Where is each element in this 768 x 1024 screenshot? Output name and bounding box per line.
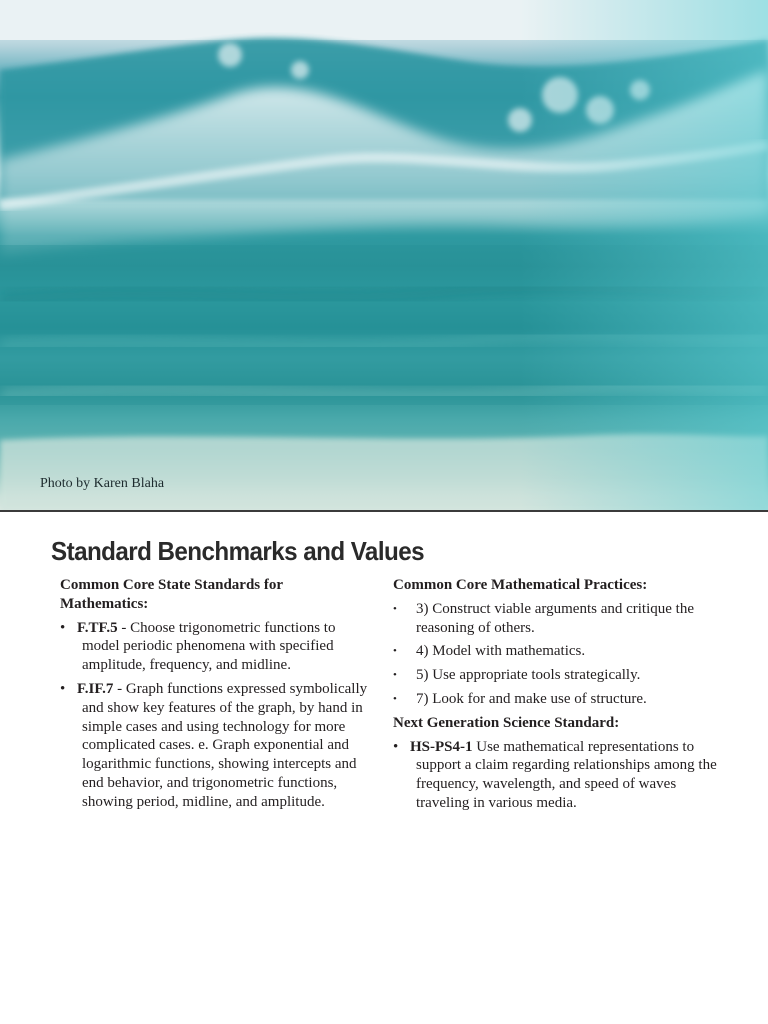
bullet-icon: •: [60, 680, 66, 697]
ngss-heading: Next Generation Science Standard:: [393, 714, 620, 731]
practice-number: 4): [416, 643, 429, 660]
photo-credit: Photo by Karen Blaha: [40, 476, 165, 491]
practices-list: [393, 600, 723, 709]
ngss-list: [393, 738, 723, 813]
list-item: [393, 600, 723, 638]
practices-column: [393, 576, 723, 818]
practice-number: 3): [416, 600, 429, 617]
list-item: [60, 680, 372, 812]
practice-text: Use appropriate tools strategically.: [432, 667, 641, 684]
practices-heading: Common Core Mathematical Practices:: [393, 577, 648, 593]
standard-code: F.IF.7: [77, 680, 114, 697]
list-item: [393, 642, 723, 661]
photo-divider: [0, 510, 768, 512]
standards-list: [60, 619, 372, 812]
practice-text: Look for and make use of structure.: [432, 690, 647, 707]
bullet-icon: •: [393, 692, 397, 705]
page-title: Standard Benchmarks and Values: [51, 536, 424, 566]
list-item: [393, 690, 723, 709]
practice-number: 5): [416, 667, 429, 684]
ngss-code: HS-PS4-1: [410, 738, 473, 755]
standard-text: - Choose trigonometric functions to model periodic phenomena with specified amplitude, frequency, and midline.: [82, 619, 336, 674]
practice-number: 7): [416, 690, 429, 707]
bullet-icon: •: [60, 619, 66, 636]
common-core-standards-column: [60, 576, 372, 817]
standard-text: - Graph functions expressed symbolically and show key features of the graph, by hand in simple cases and using technology for more complicated cases. e. Graph exponential and logarithmic functions, showing intercepts and end behavior, and trigonometric functions, showing period, midline, and amplitude.: [82, 680, 368, 810]
bullet-icon: •: [393, 738, 399, 755]
bullet-icon: •: [393, 669, 397, 682]
ngss-text: Use mathematical representations to support a claim regarding relationships among the frequency, wavelength, and speed of waves traveling in various media.: [416, 738, 717, 811]
standards-heading: Common Core State Standards for Mathematics:: [60, 577, 283, 612]
practice-text: Construct viable arguments and critique the reasoning of others.: [416, 600, 694, 636]
bullet-icon: •: [393, 645, 397, 658]
bullet-icon: •: [393, 602, 397, 615]
list-item: [60, 619, 372, 675]
standard-code: F.TF.5: [77, 619, 118, 636]
list-item: [393, 666, 723, 685]
list-item: [393, 738, 723, 813]
practice-text: Model with mathematics.: [432, 643, 586, 660]
